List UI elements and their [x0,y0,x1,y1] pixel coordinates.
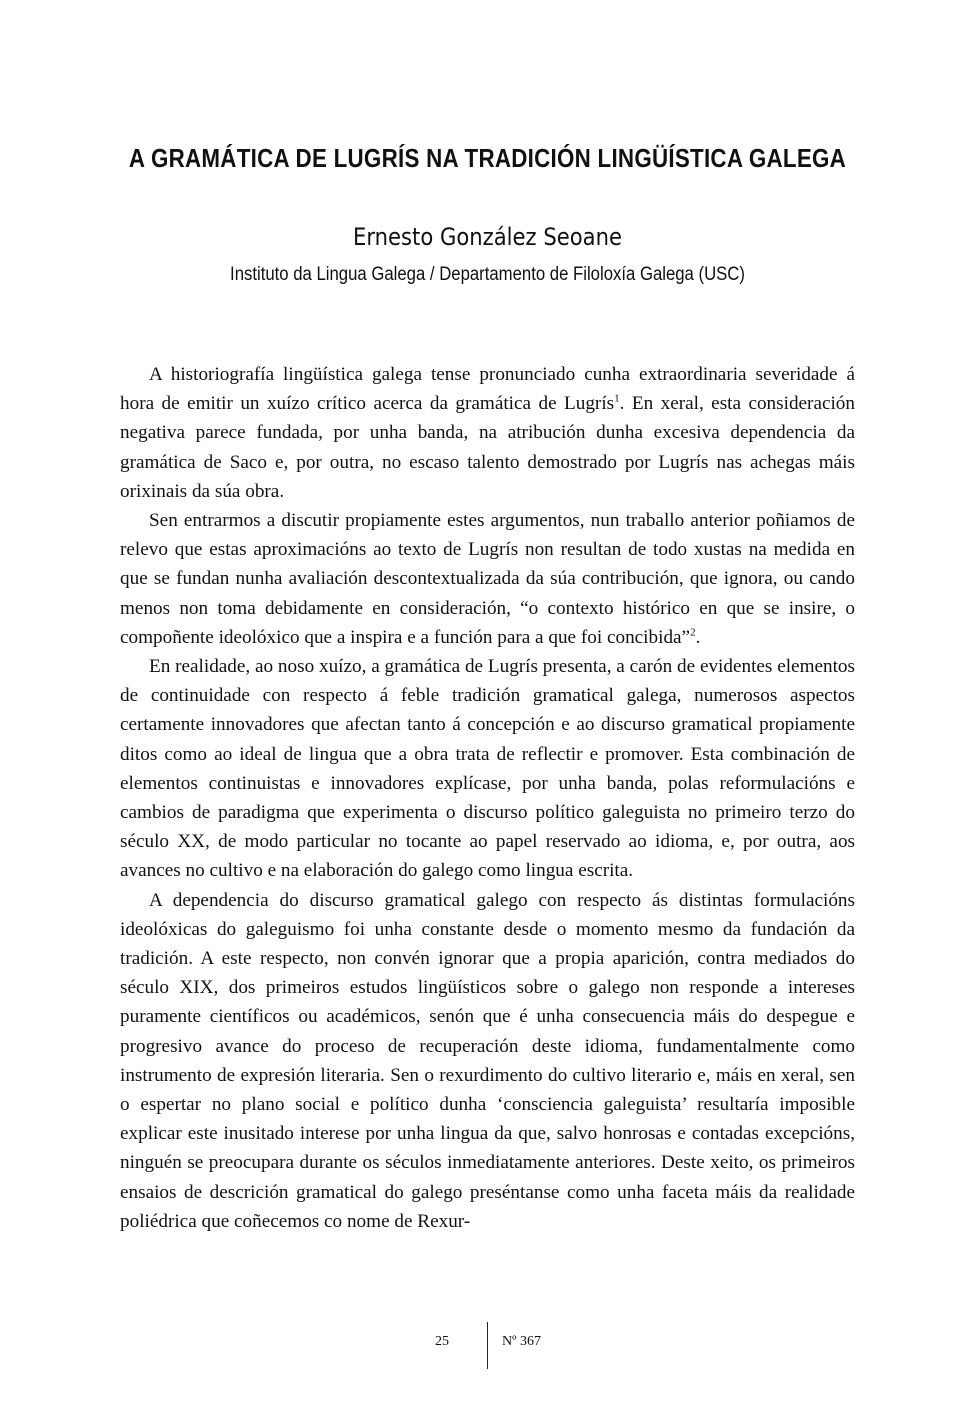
paragraph-1 [120,360,855,506]
author-name: Ernesto González Seoane [353,223,622,251]
page-number: 25 [435,1334,449,1349]
paragraph-text: . [695,626,701,648]
author-affiliation: Instituto da Lingua Galega / Departamento de Filoloxía Galega (USC) [230,264,745,285]
paragraph-text: Sen entrarmos a discutir propiamente estes argumentos, nun traballo anterior poñiamos de relevo que estas aproximacións ao texto de Lugrís non resultan de todo xustas na medida en que se fundan nunha avaliación descontextualizada da súa contribución, que ignora, ou cando menos non toma debidamente en consideración, “o contexto histórico en que se insire, o compoñente ideolóxico que a inspira e a función para a que foi concibida” [120,510,855,648]
article-body [120,360,855,1236]
footnote-reference-2[interactable]: 2 [690,626,696,639]
footer-divider [487,1322,488,1369]
paragraph-text: . En xeral, esta consideración negativa parece fundada, por unha banda, na atribución dunha excesiva dependencia da gramática de Saco e, por outra, no escaso talento demostrado por Lugrís nas achegas máis orixinais da súa obra. [120,393,855,502]
issue-number: Nº 367 [502,1334,541,1349]
page-footer [0,1322,975,1370]
paragraph-3 [120,652,855,886]
paragraph-text: A historiografía lingüística galega tense pronunciado cunha extraordinaria severidade á hora de emitir un xuízo crítico acerca da gramática de Lugrís [120,364,855,415]
article-title: A GRAMÁTICA DE LUGRÍS NA TRADICIÓN LINGÜÍSTICA GALEGA [128,143,847,173]
footnote-reference-1[interactable]: 1 [614,392,620,405]
paragraph-text: En realidade, ao noso xuízo, a gramática de Lugrís presenta, a carón de evidentes elementos de continuidade con respecto á feble tradición gramatical galega, numerosos aspectos certamente innovadores que afectan tanto á concepción e ao discurso gramatical propiamente ditos como ao ideal de lingua que a obra trata de reflectir e promover. Esta combinación de elementos continuistas e innovadores explícase, por unha banda, polas reformulacións e cambios de paradigma que experimenta o discurso político galeguista no primeiro terzo do século XX, de modo particular no tocante ao papel reservado ao idioma, e, por outra, aos avances no cultivo e na elaboración do galego como lingua escrita. [120,656,855,882]
paragraph-2 [120,506,855,652]
paragraph-4 [120,886,855,1236]
paragraph-text: A dependencia do discurso gramatical galego con respecto ás distintas formulacións ideolóxicas do galeguismo foi unha constante desde o momento mesmo da fundación da tradición. A este respecto, non convén ignorar que a propia aparición, contra mediados do século XIX, dos primeiros estudos lingüísticos sobre o galego non responde a intereses puramente científicos ou académicos, senón que é unha consecuencia máis do despegue e progresivo avance do proceso de recuperación deste idioma, fundamentalmente como instrumento de expresión literaria. Sen o rexurdimento do cultivo literario e, máis en xeral, sen o espertar no plano social e político dunha ‘consciencia galeguista’ resultaría imposible explicar este inusitado interese por unha lingua da que, salvo honrosas e contadas excepcións, ninguén se preocupara durante os séculos inmediatamente anteriores. Deste xeito, os primeiros ensaios de descrición gramatical do galego preséntanse como unha faceta máis da realidade poliédrica que coñecemos co nome de Rexur- [120,889,855,1232]
